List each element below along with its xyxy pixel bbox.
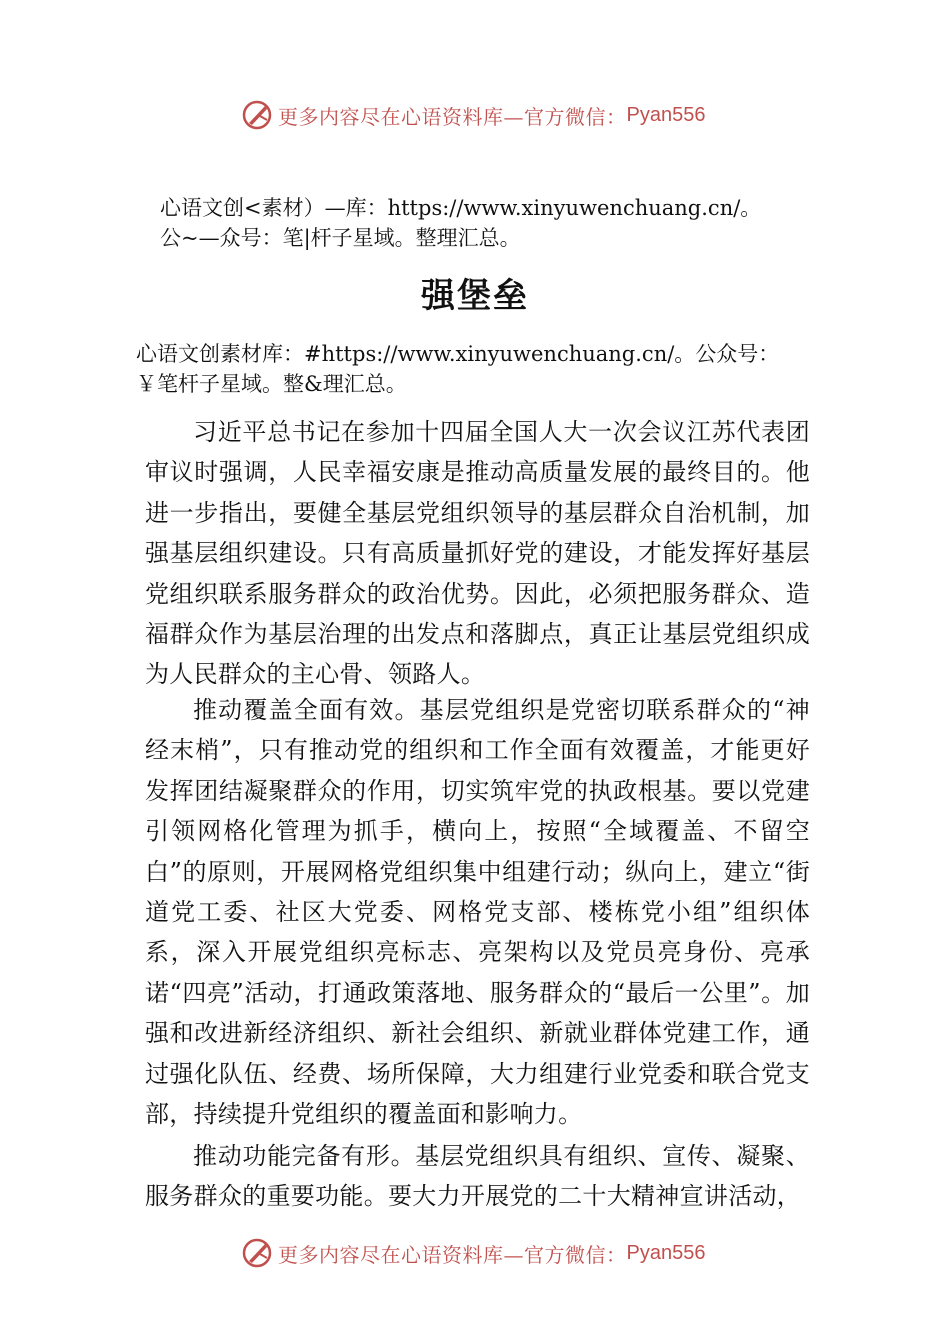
source-note-line: 公~—众号：笔|杆子星域。整理汇总。 <box>160 226 521 250</box>
source-note-line: 心语文创<素材）—库：https://www.xinyuwenchuang.cn/。 <box>160 196 762 220</box>
quill-seal-icon <box>240 1236 274 1270</box>
body-paragraph: 推动覆盖全面有效。基层党组织是党密切联系群众的“神经末梢”，只有推动党的组织和工作全面有效覆盖，才能更好发挥团结凝聚群众的作用，切实筑牢党的执政根基。要以党建引领网格化管理为抓手，横向上，按照“全域覆盖、不留空白”的原则，开展网格党组织集中组建行动；纵向上，建立“街道党工委、社区大党委、网格党支部、楼栋党小组”组织体系，深入开展党组织亮标志、亮架构以及党员亮身份、亮承诺“四亮”活动，打通政策落地、服务群众的“最后一公里”。加强和改进新经济组织、新社会组织、新就业群体党建工作，通过强化队伍、经费、场所保障，大力组建行业党委和联合党支部，持续提升党组织的覆盖面和影响力。 <box>145 696 810 1129</box>
footer-banner <box>0 1233 950 1273</box>
wechat-id: Pyan556 <box>626 103 706 126</box>
source-note-line: 心语文创素材库：#https://www.xinyuwenchuang.cn/。公众号： <box>136 342 780 366</box>
quill-seal-icon <box>240 98 274 132</box>
header-banner <box>0 95 950 135</box>
banner-text: 更多内容尽在心语资料库—官方微信： <box>278 104 627 129</box>
document-title: 强堡垒 <box>421 276 529 316</box>
body-paragraph: 推动功能完备有形。基层党组织具有组织、宣传、凝聚、服务群众的重要功能。要大力开展党的二十大精神宣讲活动， <box>145 1142 810 1211</box>
source-note-line: ￥笔杆子星域。整&理汇总。 <box>136 372 407 396</box>
banner-text: 更多内容尽在心语资料库—官方微信： <box>278 1242 627 1267</box>
wechat-id: Pyan556 <box>626 1241 706 1264</box>
body-paragraph: 习近平总书记在参加十四届全国人大一次会议江苏代表团审议时强调，人民幸福安康是推动高质量发展的最终目的。他进一步指出，要健全基层党组织领导的基层群众自治机制，加强基层组织建设。只有高质量抓好党的建设，才能发挥好基层党组织联系服务群众的政治优势。因此，必须把服务群众、造福群众作为基层治理的出发点和落脚点，真正让基层党组织成为人民群众的主心骨、领路人。 <box>145 418 810 689</box>
